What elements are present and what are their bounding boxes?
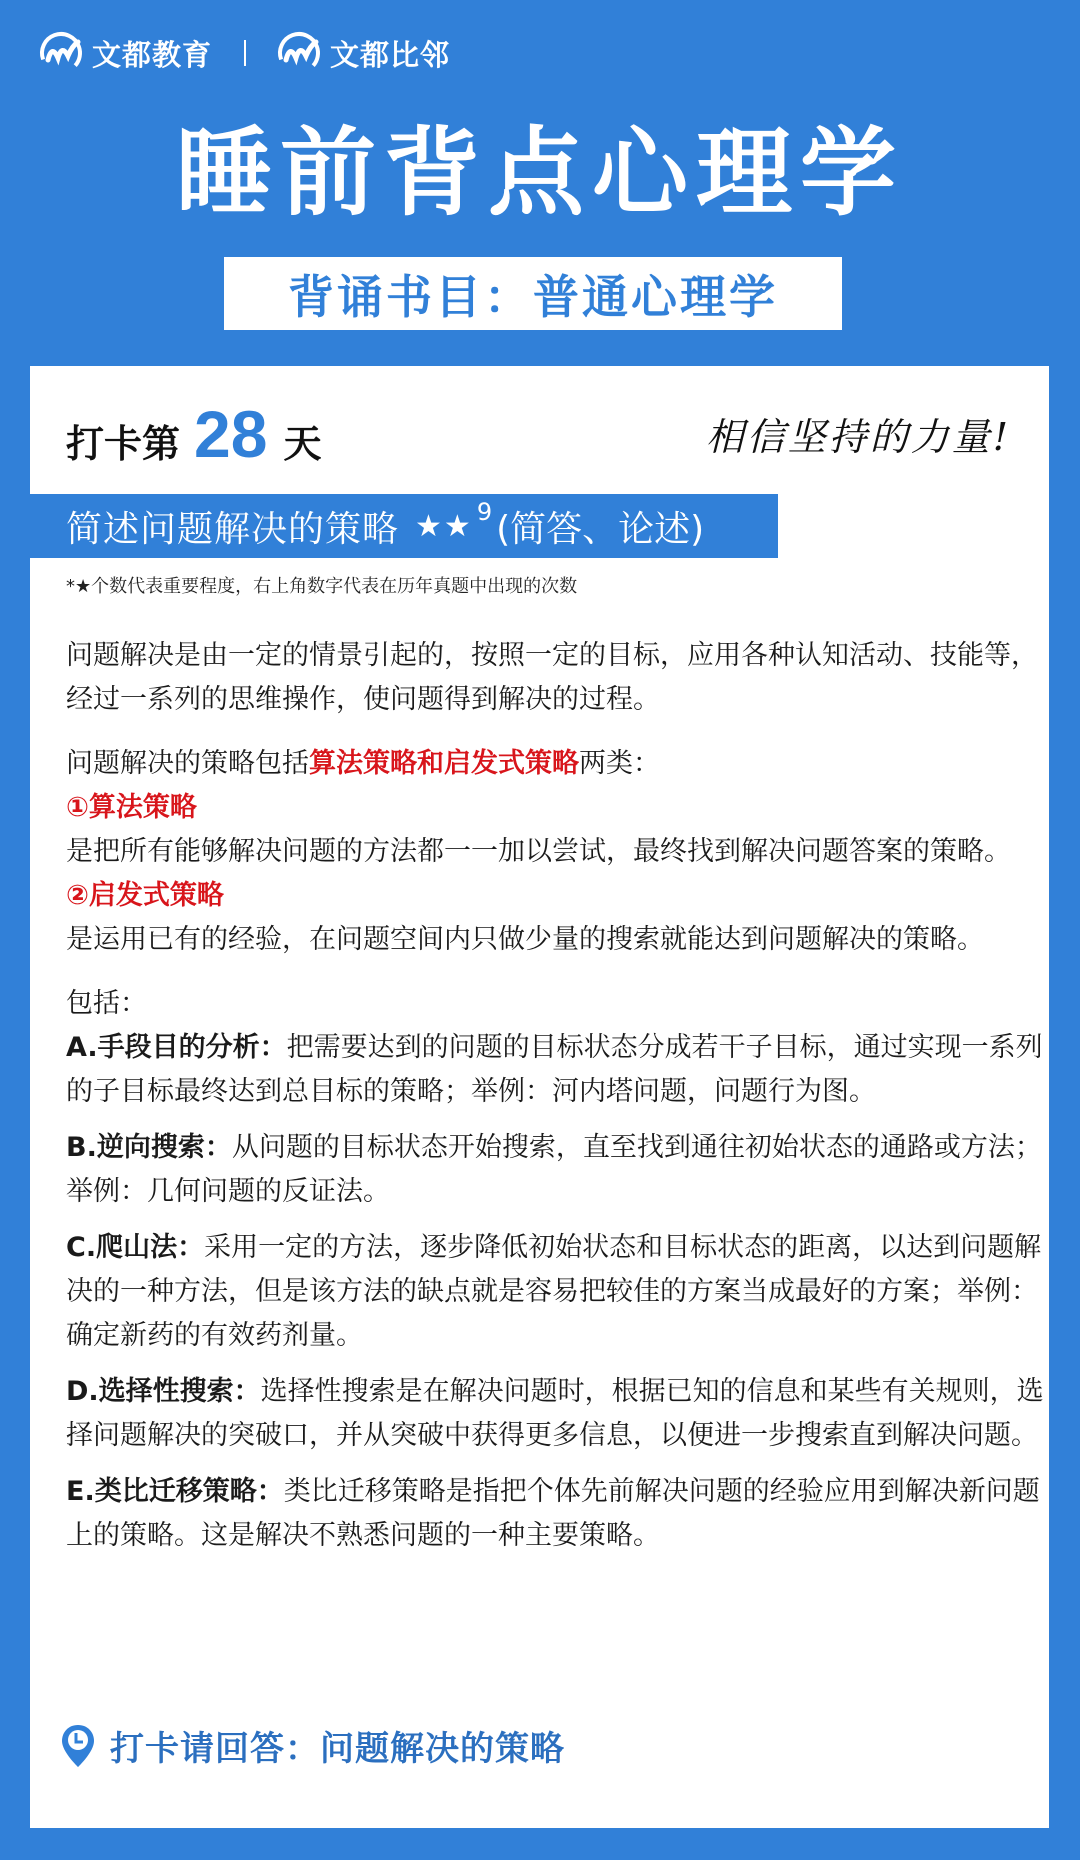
item-text: 从问题的目标状态开始搜索，直至找到通往初始状态的通路或方法；举例：几何问题的反证法。	[66, 1132, 1042, 1207]
legend-note: *★个数代表重要程度，右上角数字代表在历年真题中出现的次数	[66, 576, 578, 597]
location-clock-icon	[60, 1723, 96, 1769]
day-number: 28	[194, 397, 268, 471]
brand-wendu-bilin	[276, 30, 450, 76]
exam-count: 9	[476, 498, 493, 526]
page-title: 睡前背点心理学	[176, 117, 904, 229]
wendu-logo-icon	[276, 30, 322, 76]
day-prefix: 打卡第	[66, 422, 181, 466]
item-label: D.选择性搜索：	[66, 1376, 261, 1407]
strategies-intro	[66, 742, 1046, 786]
section-title: 简述问题解决的策略	[66, 508, 400, 550]
day-suffix: 天	[283, 422, 322, 466]
heuristic-text: 是运用已有的经验，在问题空间内只做少量的搜索就能达到问题解决的策略。	[66, 924, 984, 955]
item-label: A.手段目的分析：	[66, 1032, 287, 1063]
definition-paragraph: 问题解决是由一定的情景引起的，按照一定的目标，应用各种认知活动、技能等，经过一系列的思维操作，使问题得到解决的过程。	[66, 640, 1038, 715]
item-label: E.类比迁移策略：	[66, 1476, 284, 1507]
brand-name: 文都教育	[92, 37, 213, 72]
item-label: C.爬山法：	[66, 1232, 205, 1263]
subtitle-text: 背诵书目：普通心理学	[288, 269, 778, 324]
callout-text: 打卡请回答：问题解决的策略	[110, 1729, 565, 1769]
checkin-callout	[60, 1721, 565, 1770]
logo-bar	[38, 28, 450, 78]
brand-wendu-education	[38, 30, 212, 76]
intro-text: 问题解决的策略包括	[66, 748, 309, 779]
subtitle-box	[224, 257, 842, 330]
includes-label: 包括：	[66, 988, 147, 1019]
list-item	[66, 1370, 1046, 1458]
item-label: B.逆向搜索：	[66, 1132, 232, 1163]
motto: 相信坚持的力量!	[705, 415, 1011, 459]
importance-stars: ★★	[415, 508, 473, 544]
algorithm-heading: ①算法策略	[66, 792, 197, 823]
intro-text-end: 两类：	[579, 748, 660, 779]
list-item	[66, 1126, 1046, 1214]
list-item	[66, 1470, 1046, 1558]
brand-name: 文都比邻	[330, 37, 451, 72]
heuristic-heading: ②启发式策略	[66, 880, 224, 911]
content-card	[30, 366, 1049, 1828]
item-text: 类比迁移策略是指把个体先前解决问题的经验应用到解决新问题上的策略。这是解决不熟悉问题的一种主要策略。	[66, 1476, 1040, 1551]
logo-divider	[244, 40, 246, 66]
list-item	[66, 1226, 1046, 1358]
item-text: 采用一定的方法，逐步降低初始状态和目标状态的距离，以达到问题解决的一种方法，但是该方法的缺点就是容易把较佳的方案当成最好的方案；举例：确定新药的有效药剂量。	[66, 1232, 1042, 1351]
intro-highlight: 算法策略和启发式策略	[309, 748, 579, 779]
item-text: 把需要达到的问题的目标状态分成若干子目标，通过实现一系列的子目标最终达到总目标的策略；举例：河内塔问题，问题行为图。	[66, 1032, 1043, 1107]
section-heading-bar	[30, 494, 778, 558]
question-type: (简答、论述)	[496, 508, 705, 550]
list-item	[66, 1026, 1046, 1114]
algorithm-text: 是把所有能够解决问题的方法都一一加以尝试，最终找到解决问题答案的策略。	[66, 836, 1011, 867]
content-body	[66, 634, 1046, 1558]
item-text: 选择性搜索是在解决问题时，根据已知的信息和某些有关规则，选择问题解决的突破口，并从突破中获得更多信息，以便进一步搜索直到解决问题。	[66, 1376, 1044, 1451]
wendu-logo-icon	[38, 30, 84, 76]
day-counter	[66, 396, 321, 472]
